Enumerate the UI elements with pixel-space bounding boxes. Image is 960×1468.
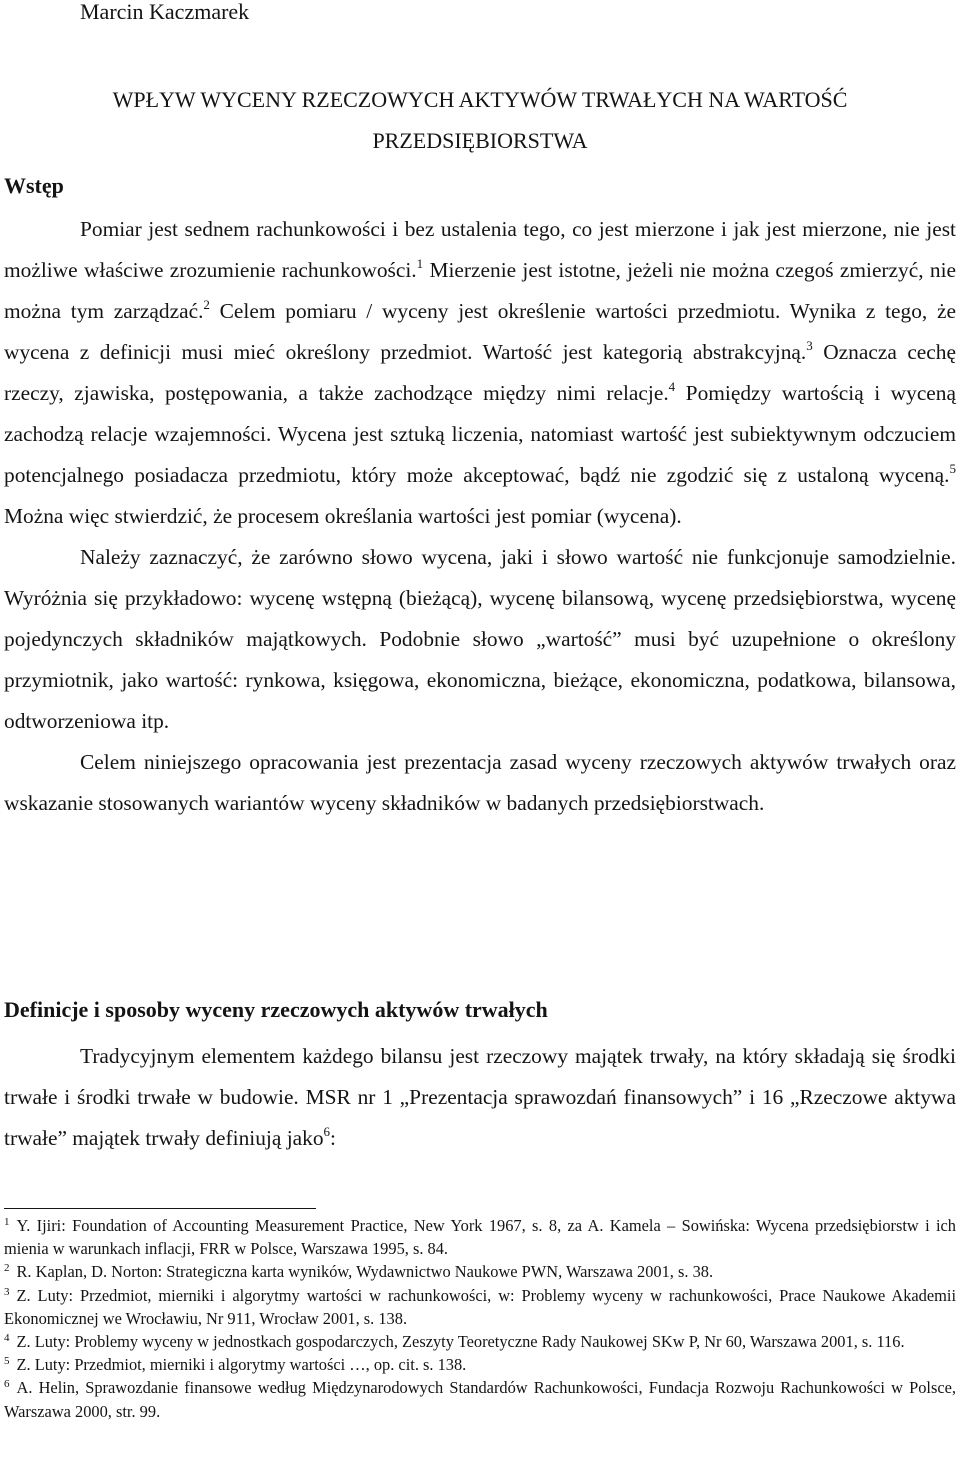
paragraph-text: Należy zaznaczyć, że zarówno słowo wycena, jaki i słowo wartość nie funkcjonuje samodzielnie. Wyróżnia się przykładowo: wycenę wstępną (bieżącą), wycenę bilansową, wycenę przedsiębiorstwa, wycenę pojedynczych składników majątkowych. Podobnie słowo „wartość” musi być uzupełnione o określony przymiotnik, jako wartość: rynkowa, księgowa, ekonomiczna, bieżące, ekonomiczna, podatkowa, bilansowa, odtworzeniowa itp.	[4, 545, 956, 733]
author-name: Marcin Kaczmarek	[80, 0, 250, 24]
footnote-number: 6	[4, 1378, 10, 1391]
footnote-text: Z. Luty: Przedmiot, mierniki i algorytmy wartości …, op. cit. s. 138.	[16, 1355, 467, 1375]
paragraph-text: Mierzenie jest istotne, jeżeli nie można czegoś zmierzyć, nie można tym zarządzać.	[4, 258, 957, 323]
introduction-body	[4, 209, 956, 824]
article-title-line-1: WPŁYW WYCENY RZECZOWYCH AKTYWÓW TRWAŁYCH NA WARTOŚĆ	[112, 87, 848, 112]
footnote-number: 4	[4, 1332, 10, 1345]
section-heading-introduction: Wstęp	[4, 173, 64, 198]
paragraph-text: Oznacza cechę rzeczy, zjawiska, postępowania, a także zachodzące między nimi relacje.	[4, 340, 956, 405]
footnotes	[4, 1214, 956, 1423]
footnote-number: 3	[4, 1285, 10, 1298]
paragraph-text: Celem pomiaru / wyceny jest określenie wartości przedmiotu. Wynika z tego, że wycena z definicji musi mieć określony przedmiot. Wartość jest kategorią abstrakcyjną.	[4, 299, 956, 364]
footnote	[4, 1284, 956, 1330]
footnote-reference[interactable]: 1	[416, 256, 424, 271]
article-title-line-2: PRZEDSIĘBIORSTWA	[372, 128, 588, 153]
footnote-number: 1	[4, 1216, 10, 1228]
footnote-text: Z. Luty: Problemy wyceny w jednostkach gospodarczych, Zeszyty Teoretyczne Rady Naukowej SKw P, Nr 60, Warszawa 2001, s. 116.	[16, 1332, 905, 1352]
definitions-body	[4, 1036, 956, 1159]
paragraph-text: Pomiar jest sednem rachunkowości i bez ustalenia tego, co jest mierzone i jak jest mierzone, nie jest możliwe właściwe zrozumienie rachunkowości.	[4, 217, 956, 282]
footnote-number: 2	[4, 1262, 10, 1275]
paragraph	[4, 1036, 956, 1159]
footnote-text: A. Helin, Sprawozdanie finansowe według Międzynarodowych Standardów Rachunkowości, Fundacja Rozwoju Rachunkowości w Polsce, Warszawa 2000, str. 99.	[4, 1378, 956, 1421]
footnote-reference[interactable]: 2	[203, 297, 210, 312]
footnote-number: 5	[4, 1355, 10, 1368]
footnote	[4, 1330, 956, 1353]
footnote-reference[interactable]: 4	[668, 379, 676, 394]
footnote-text: R. Kaplan, D. Norton: Strategiczna karta wyników, Wydawnictwo Naukowe PWN, Warszawa 2001, s. 38.	[16, 1262, 714, 1282]
paragraph	[4, 742, 956, 824]
footnote	[4, 1214, 956, 1260]
paragraph-text: Można więc stwierdzić, że procesem określania wartości jest pomiar (wycena).	[4, 504, 682, 528]
footnote-reference[interactable]: 6	[323, 1124, 331, 1139]
footnote-separator	[4, 1208, 316, 1209]
footnote	[4, 1260, 956, 1283]
section-heading-definitions: Definicje i sposoby wyceny rzeczowych aktywów trwałych	[4, 997, 548, 1022]
paragraph-text: Pomiędzy wartością i wyceną zachodzą relacje wzajemności. Wycena jest sztuką liczenia, natomiast wartość jest subiektywnym odczuciem potencjalnego posiadacza przedmiotu, który może akceptować, bądź nie zgodzić się z ustaloną wyceną.	[4, 381, 956, 487]
paragraph	[4, 209, 956, 537]
paragraph	[4, 537, 956, 742]
footnote-reference[interactable]: 3	[806, 338, 813, 353]
paragraph-text: Celem niniejszego opracowania jest prezentacja zasad wyceny rzeczowych aktywów trwałych oraz wskazanie stosowanych wariantów wyceny składników w badanych przedsiębiorstwach.	[4, 750, 956, 815]
footnote-reference[interactable]: 5	[949, 461, 956, 476]
footnote	[4, 1376, 956, 1422]
paragraph-text: Tradycyjnym elementem każdego bilansu jest rzeczowy majątek trwały, na który składają się środki trwałe i środki trwałe w budowie. MSR nr 1 „Prezentacja sprawozdań finansowych” i 16 „Rzeczowe aktywa trwałe” majątek trwały definiują jako	[4, 1044, 956, 1150]
footnote	[4, 1353, 956, 1376]
footnote-text: Z. Luty: Przedmiot, mierniki i algorytmy wartości w rachunkowości, w: Problemy wyceny w rachunkowości, Prace Naukowe Akademii Ekonomicznej we Wrocławiu, Nr 911, Wrocław 2001, s. 138.	[4, 1285, 956, 1328]
paragraph-text: :	[330, 1126, 336, 1150]
footnote-text: Y. Ijiri: Foundation of Accounting Measurement Practice, New York 1967, s. 8, za A. Kamela – Sowińska: Wycena przedsiębiorstw i ich mienia w warunkach inflacji, FRR w Polsce, Warszawa 1995, s. 84.	[4, 1216, 956, 1259]
